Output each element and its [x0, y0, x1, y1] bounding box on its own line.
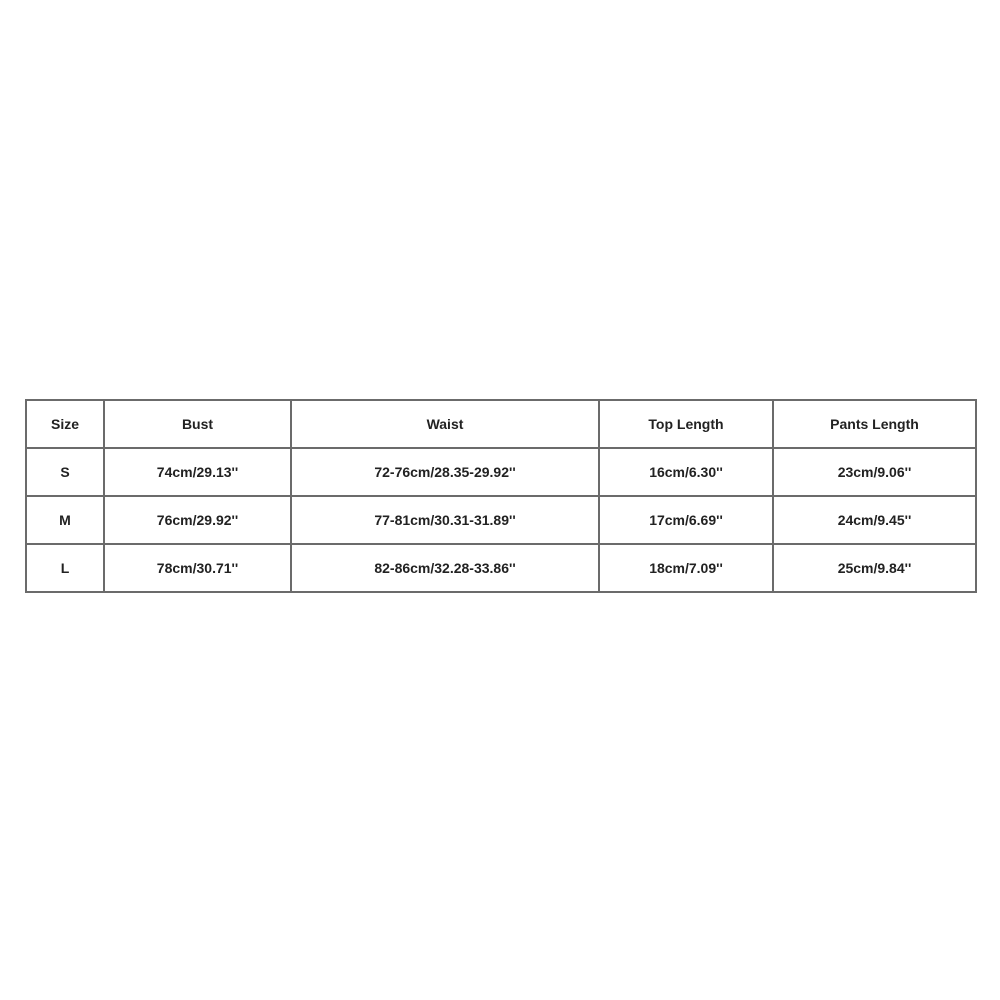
table-header-row — [26, 400, 976, 448]
cell-waist: 82-86cm/32.28-33.86'' — [291, 544, 599, 592]
cell-bust: 78cm/30.71'' — [104, 544, 291, 592]
cell-bust: 76cm/29.92'' — [104, 496, 291, 544]
cell-size: M — [26, 496, 104, 544]
header-top-length: Top Length — [599, 400, 773, 448]
table-row — [26, 448, 976, 496]
header-waist: Waist — [291, 400, 599, 448]
cell-waist: 72-76cm/28.35-29.92'' — [291, 448, 599, 496]
cell-waist: 77-81cm/30.31-31.89'' — [291, 496, 599, 544]
cell-pants-length: 23cm/9.06'' — [773, 448, 976, 496]
cell-top-length: 16cm/6.30'' — [599, 448, 773, 496]
cell-top-length: 18cm/7.09'' — [599, 544, 773, 592]
cell-pants-length: 24cm/9.45'' — [773, 496, 976, 544]
cell-size: S — [26, 448, 104, 496]
size-chart-table — [25, 399, 977, 593]
cell-bust: 74cm/29.13'' — [104, 448, 291, 496]
cell-top-length: 17cm/6.69'' — [599, 496, 773, 544]
table-row — [26, 544, 976, 592]
header-bust: Bust — [104, 400, 291, 448]
header-pants-length: Pants Length — [773, 400, 976, 448]
header-size: Size — [26, 400, 104, 448]
cell-size: L — [26, 544, 104, 592]
table-row — [26, 496, 976, 544]
cell-pants-length: 25cm/9.84'' — [773, 544, 976, 592]
